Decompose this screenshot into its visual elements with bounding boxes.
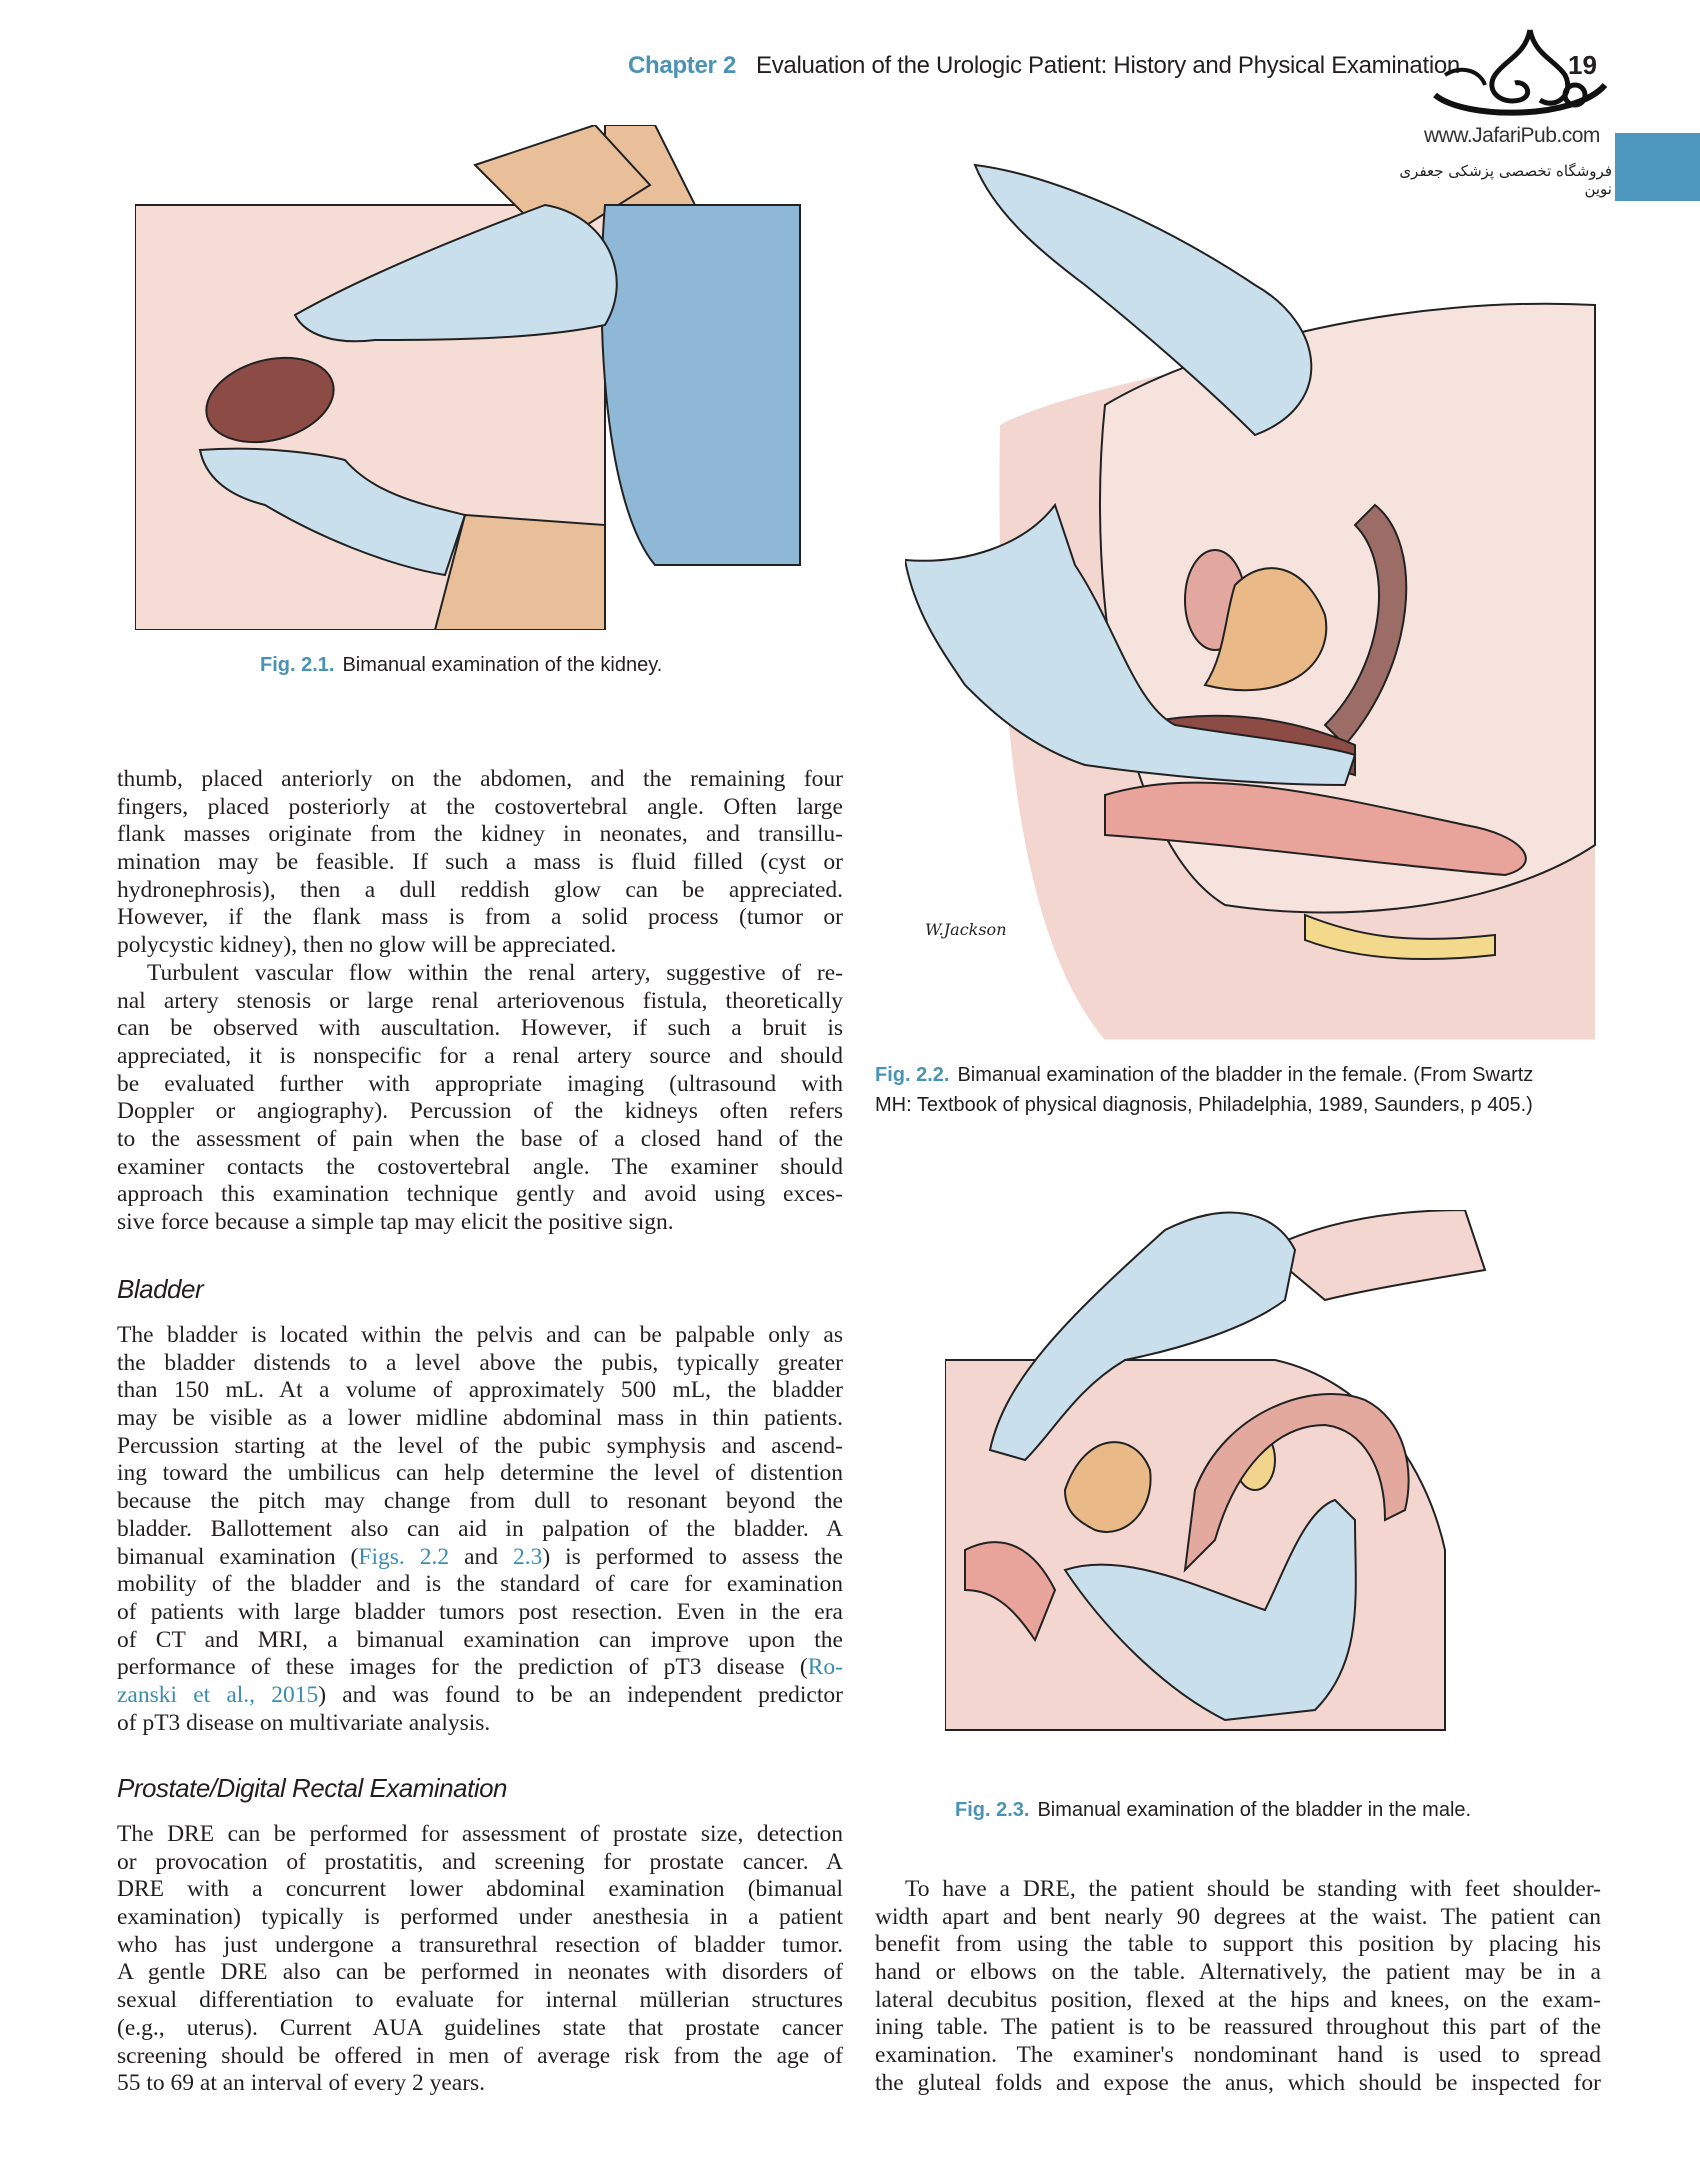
text-line: or provocation of prostatitis, and screening for prostate cancer. A xyxy=(117,1848,843,1875)
text-line: to the assessment of pain when the base of a closed hand of the xyxy=(117,1125,843,1152)
caption-line: Bimanual examination of the bladder in the female. (From Swartz xyxy=(957,1064,1534,1086)
figure-2-1-illustration xyxy=(135,125,805,630)
paragraph-dre-position xyxy=(875,1876,1601,2098)
text-line: 55 to 69 at an interval of every 2 years. xyxy=(117,2070,486,2097)
text-line: the bladder distends to a level above the pubis, typically greater xyxy=(117,1349,843,1376)
text-line: flank masses originate from the kidney in neonates, and transillu- xyxy=(117,821,843,848)
text-line: mination may be feasible. If such a mass is fluid filled (cyst or xyxy=(117,849,843,876)
text-line: can be observed with auscultation. However, if such a bruit is xyxy=(117,1015,843,1042)
text-line: because the pitch may change from dull to resonant beyond the xyxy=(117,1488,843,1515)
text-line: Doppler or angiography). Percussion of the kidneys often refers xyxy=(117,1098,843,1125)
figure-2-2-caption xyxy=(875,1060,1605,1120)
chapter-tab xyxy=(1615,133,1700,201)
reference-link[interactable]: 2.3 xyxy=(512,1543,543,1570)
text-line: may be visible as a lower midline abdominal mass in thin patients. xyxy=(117,1405,843,1432)
text-line: ining table. The patient is to be reassured throughout this part of the xyxy=(875,2014,1601,2041)
text-line: width apart and bent nearly 90 degrees at the waist. The patient can xyxy=(875,1903,1601,1930)
text-line xyxy=(117,1682,843,1710)
chapter-title: Evaluation of the Urologic Patient: History and Physical Examination xyxy=(756,52,1460,79)
section-heading-prostate: Prostate/Digital Rectal Examination xyxy=(117,1773,508,1803)
figure-2-1-caption xyxy=(260,650,662,680)
text-line: sive force because a simple tap may elicit the positive sign. xyxy=(117,1209,674,1235)
text-line: DRE with a concurrent lower abdominal examination (bimanual xyxy=(117,1876,843,1903)
publisher-logo xyxy=(1425,25,1615,125)
running-header xyxy=(628,52,1460,80)
figure-label: Fig. 2.3. xyxy=(955,1799,1030,1821)
text-line: sexual differentiation to evaluate for internal müllerian structures xyxy=(117,1987,843,2014)
text-line: The bladder is located within the pelvis and can be palpable only as xyxy=(117,1322,843,1348)
text-line: A gentle DRE also can be performed in neonates with disorders of xyxy=(117,1959,843,1986)
text-line: The DRE can be performed for assessment of prostate size, detection xyxy=(117,1821,843,1847)
figure-2-2-illustration xyxy=(905,145,1605,1040)
paragraph-kidney-transillumination xyxy=(117,766,843,960)
text-line: who has just undergone a transurethral resection of bladder tumor. xyxy=(117,1931,843,1958)
text-line: examination) typically is performed under anesthesia in a patient xyxy=(117,1904,843,1931)
figure-label: Fig. 2.1. xyxy=(260,654,335,676)
illustrator-signature: W.Jackson xyxy=(925,920,1007,939)
text-line: However, if the flank mass is from a solid process (tumor or xyxy=(117,904,843,931)
text-segment: ) and was found to be an independent predictor xyxy=(318,1681,843,1708)
reference-link[interactable]: Figs. 2.2 xyxy=(358,1543,450,1570)
text-line: Percussion starting at the level of the pubic symphysis and ascend- xyxy=(117,1432,843,1459)
text-line: fingers, placed posteriorly at the costovertebral angle. Often large xyxy=(117,793,843,820)
text-segment: and xyxy=(449,1543,513,1570)
text-line: examination. The examiner's nondominant hand is used to spread xyxy=(875,2042,1601,2069)
text-line: (e.g., uterus). Current AUA guidelines state that prostate cancer xyxy=(117,2014,843,2041)
text-line: ing toward the umbilicus can help determine the level of distention xyxy=(117,1460,843,1487)
text-line: of patients with large bladder tumors post resection. Even in the era xyxy=(117,1598,843,1625)
figure-2-3-illustration xyxy=(945,1210,1505,1745)
paragraph-bladder xyxy=(117,1322,843,1737)
text-line: polycystic kidney), then no glow will be appreciated. xyxy=(117,932,617,959)
text-line: nal artery stenosis or large renal arteriovenous fistula, theoretically xyxy=(117,987,843,1014)
text-line xyxy=(117,1544,843,1572)
paragraph-renal-bruit xyxy=(117,960,843,1237)
text-segment: performance of these images for the prediction of pT3 disease ( xyxy=(117,1654,808,1681)
figure-label: Fig. 2.2. xyxy=(875,1064,950,1086)
chapter-label: Chapter 2 xyxy=(628,52,736,79)
text-line: be evaluated further with appropriate imaging (ultrasound with xyxy=(117,1070,843,1097)
text-line: appreciated, it is nonspecific for a renal artery source and should xyxy=(117,1042,843,1069)
text-line: examiner contacts the costovertebral angle. The examiner should xyxy=(117,1153,843,1180)
reference-link[interactable]: zanski et al., 2015 xyxy=(117,1681,319,1708)
text-line: of pT3 disease on multivariate analysis. xyxy=(117,1709,491,1736)
text-line: Turbulent vascular flow within the renal artery, suggestive of re- xyxy=(147,959,843,986)
paragraph-prostate xyxy=(117,1821,843,2098)
text-line: benefit from using the table to support this position by placing his xyxy=(875,1931,1601,1958)
publisher-url[interactable]: www.JafariPub.com xyxy=(1424,124,1600,147)
text-line: lateral decubitus position, flexed at the hips and knees, on the exam- xyxy=(875,1986,1601,2013)
text-line: screening should be offered in men of average risk from the age of xyxy=(117,2042,843,2069)
left-column xyxy=(117,766,843,1237)
text-line: To have a DRE, the patient should be standing with feet shoulder- xyxy=(905,1876,1601,1902)
text-line: the gluteal folds and expose the anus, which should be inspected for xyxy=(875,2069,1601,2096)
caption-text: Bimanual examination of the bladder in the male. xyxy=(1037,1799,1472,1821)
text-line: mobility of the bladder and is the standard of care for examination xyxy=(117,1571,843,1598)
caption-line: MH: Textbook of physical diagnosis, Philadelphia, 1989, Saunders, p 405.) xyxy=(875,1094,1533,1116)
text-line xyxy=(117,1654,843,1682)
text-line: of CT and MRI, a bimanual examination can improve upon the xyxy=(117,1626,843,1653)
text-line: thumb, placed anteriorly on the abdomen, and the remaining four xyxy=(117,766,843,792)
text-line: approach this examination technique gently and avoid using exces- xyxy=(117,1181,843,1208)
section-heading-bladder: Bladder xyxy=(117,1274,204,1304)
text-line: hand or elbows on the table. Alternatively, the patient may be in a xyxy=(875,1959,1601,1986)
text-segment: ) is performed to assess the xyxy=(542,1543,843,1570)
page-number: 19 xyxy=(1568,50,1597,80)
text-line: bladder. Ballottement also can aid in palpation of the bladder. A xyxy=(117,1515,843,1542)
text-segment: bimanual examination ( xyxy=(117,1543,359,1570)
caption-text: Bimanual examination of the kidney. xyxy=(342,654,663,676)
figure-2-3-caption xyxy=(955,1795,1471,1825)
reference-link[interactable]: Ro- xyxy=(807,1654,843,1681)
publisher-tagline: فروشگاه تخصصی پزشکی جعفری نوین xyxy=(1399,162,1612,198)
text-line: hydronephrosis), then a dull reddish glow can be appreciated. xyxy=(117,876,843,903)
text-line: than 150 mL. At a volume of approximately 500 mL, the bladder xyxy=(117,1377,843,1404)
